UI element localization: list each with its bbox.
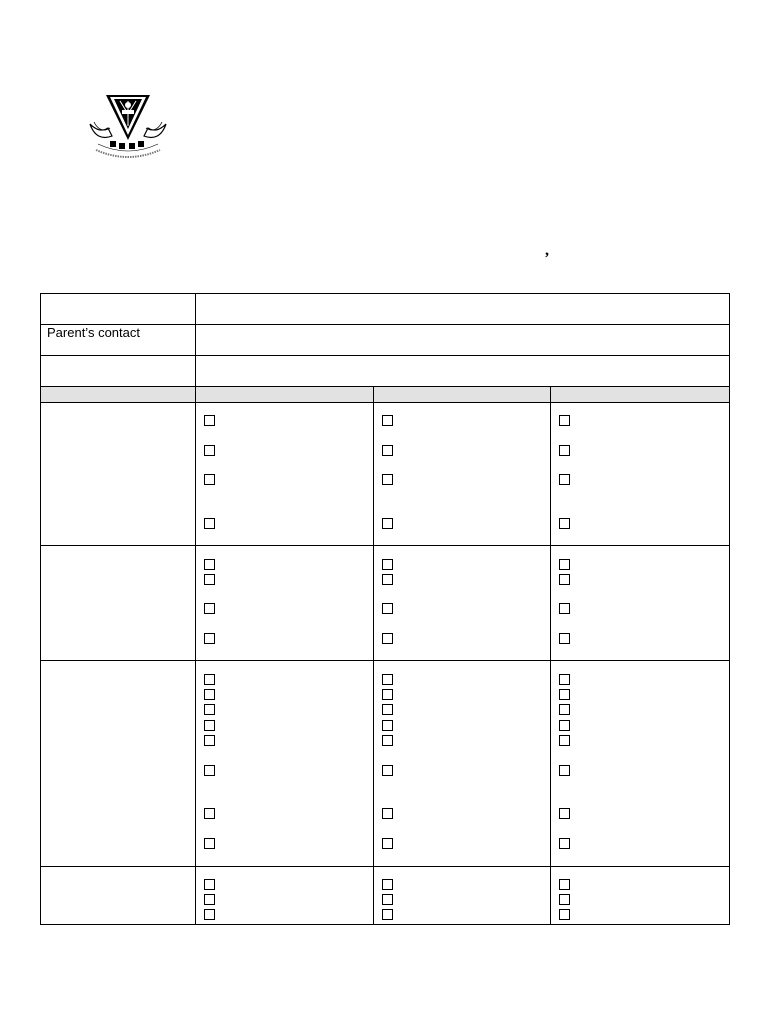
option-column — [196, 403, 374, 546]
checkbox[interactable] — [204, 689, 215, 700]
checkbox[interactable] — [382, 415, 393, 426]
parent-contact-field[interactable] — [196, 325, 730, 356]
row-input-field[interactable] — [196, 294, 730, 325]
checkbox[interactable] — [382, 704, 393, 715]
checkbox[interactable] — [559, 689, 570, 700]
checkbox[interactable] — [382, 603, 393, 614]
checkbox[interactable] — [559, 559, 570, 570]
checkbox[interactable] — [382, 735, 393, 746]
school-crest-icon — [88, 92, 168, 160]
section-row-2 — [41, 546, 730, 661]
checkbox[interactable] — [559, 474, 570, 485]
option-column — [196, 661, 374, 867]
checkbox[interactable] — [204, 720, 215, 731]
column-header — [374, 387, 551, 403]
section-label — [41, 546, 196, 661]
option-column — [374, 546, 551, 661]
section-label — [41, 403, 196, 546]
checkbox[interactable] — [382, 574, 393, 585]
checkbox[interactable] — [204, 674, 215, 685]
checkbox[interactable] — [382, 674, 393, 685]
column-header-row — [41, 387, 730, 403]
checkbox[interactable] — [559, 674, 570, 685]
checkbox[interactable] — [559, 909, 570, 920]
row-label — [41, 294, 196, 325]
checkbox[interactable] — [382, 894, 393, 905]
checkbox[interactable] — [559, 518, 570, 529]
checkbox[interactable] — [204, 704, 215, 715]
option-column — [196, 867, 374, 925]
section-row-3 — [41, 661, 730, 867]
row-label — [41, 356, 196, 387]
option-column — [551, 661, 730, 867]
checkbox[interactable] — [204, 879, 215, 890]
section-label — [41, 661, 196, 867]
column-header — [196, 387, 374, 403]
checkbox[interactable] — [382, 633, 393, 644]
option-column — [551, 403, 730, 546]
section-row-4 — [41, 867, 730, 925]
option-column — [374, 403, 551, 546]
option-column — [196, 546, 374, 661]
checkbox[interactable] — [559, 415, 570, 426]
option-column — [551, 546, 730, 661]
checkbox[interactable] — [382, 765, 393, 776]
checkbox[interactable] — [559, 765, 570, 776]
option-column — [374, 661, 551, 867]
checkbox[interactable] — [204, 518, 215, 529]
checkbox[interactable] — [559, 574, 570, 585]
checkbox[interactable] — [382, 518, 393, 529]
form-row-3 — [41, 356, 730, 387]
checkbox[interactable] — [559, 808, 570, 819]
checkbox[interactable] — [204, 415, 215, 426]
checkbox[interactable] — [559, 838, 570, 849]
option-column — [374, 867, 551, 925]
checkbox[interactable] — [559, 894, 570, 905]
checkbox[interactable] — [382, 808, 393, 819]
checkbox[interactable] — [559, 879, 570, 890]
checkbox[interactable] — [559, 633, 570, 644]
checkbox[interactable] — [559, 445, 570, 456]
checkbox[interactable] — [559, 735, 570, 746]
checkbox[interactable] — [204, 603, 215, 614]
stray-comma: , — [545, 242, 549, 259]
checkbox[interactable] — [204, 574, 215, 585]
checkbox[interactable] — [204, 765, 215, 776]
checkbox[interactable] — [382, 879, 393, 890]
checkbox[interactable] — [204, 445, 215, 456]
checkbox[interactable] — [204, 909, 215, 920]
form-row-parent-contact — [41, 325, 730, 356]
checkbox[interactable] — [559, 603, 570, 614]
section-label — [41, 867, 196, 925]
parent-contact-label: Parent’s contact — [41, 325, 196, 356]
checkbox[interactable] — [382, 909, 393, 920]
checkbox[interactable] — [382, 559, 393, 570]
checkbox[interactable] — [382, 689, 393, 700]
checkbox[interactable] — [204, 735, 215, 746]
form-row-1 — [41, 294, 730, 325]
row-input-field[interactable] — [196, 356, 730, 387]
checkbox[interactable] — [559, 720, 570, 731]
checkbox[interactable] — [204, 894, 215, 905]
checkbox[interactable] — [204, 808, 215, 819]
checkbox[interactable] — [382, 474, 393, 485]
column-header — [551, 387, 730, 403]
checkbox[interactable] — [559, 704, 570, 715]
checkbox[interactable] — [204, 474, 215, 485]
option-column — [551, 867, 730, 925]
application-form-table — [40, 293, 730, 925]
section-row-1 — [41, 403, 730, 546]
checkbox[interactable] — [204, 633, 215, 644]
checkbox[interactable] — [382, 838, 393, 849]
column-header — [41, 387, 196, 403]
checkbox[interactable] — [204, 838, 215, 849]
checkbox[interactable] — [382, 445, 393, 456]
checkbox[interactable] — [204, 559, 215, 570]
checkbox[interactable] — [382, 720, 393, 731]
